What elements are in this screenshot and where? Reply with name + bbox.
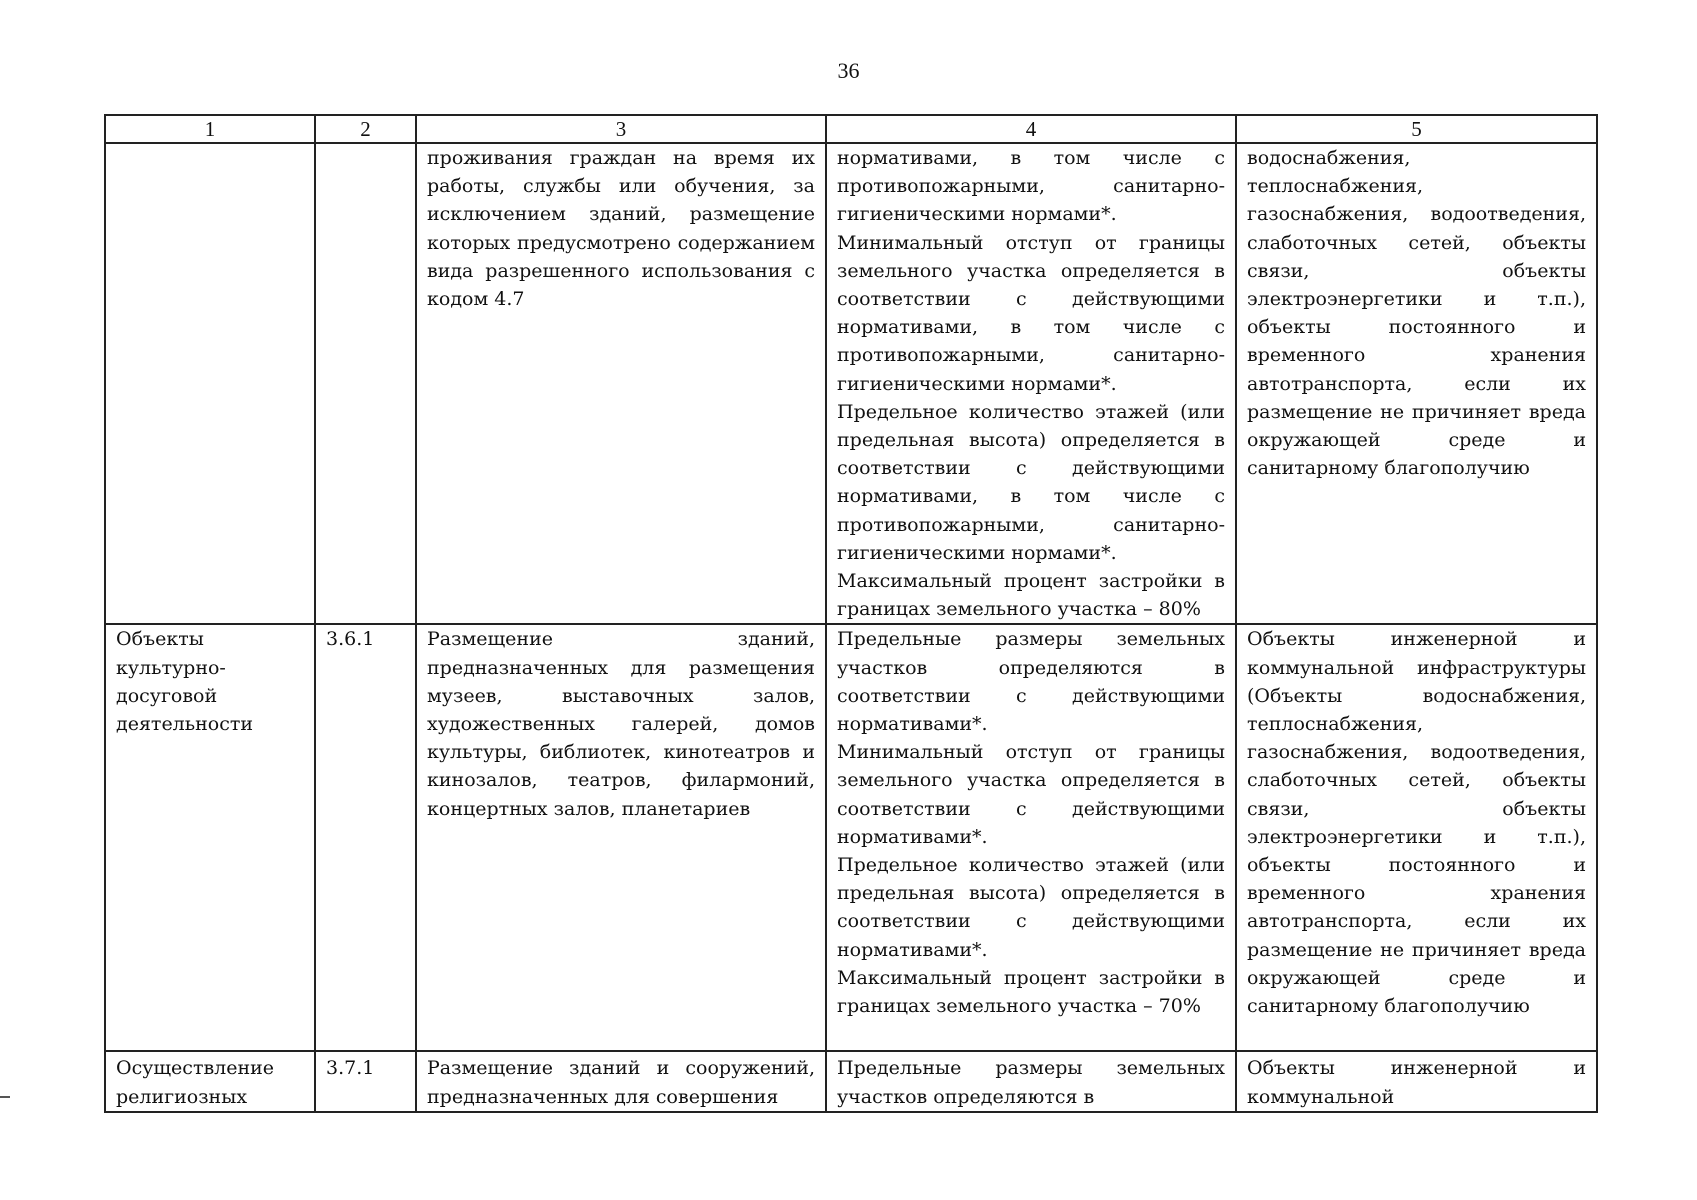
- use-description-cell: Размещение зданий, предназначенных для размещения музеев, выставочных залов, художественных галерей, домов культуры, библиотек, кинотеатров и кинозалов, театров, филармоний, концертных залов, планетариев: [416, 624, 826, 1051]
- auxiliary-uses-cell: Объекты инженерной и коммунальной: [1236, 1051, 1597, 1111]
- use-description-cell: Размещение зданий и сооружений, предназначенных для совершения: [416, 1051, 826, 1111]
- parameter-item: Максимальный процент застройки в границах земельного участка – 70%: [837, 966, 1225, 1018]
- parameters-cell: [826, 1051, 1236, 1111]
- column-number-5: 5: [1236, 115, 1597, 143]
- use-code-cell: 3.6.1: [315, 624, 416, 1051]
- parameter-item: Предельное количество этажей (или предельная высота) определяется в соответствии с действующими нормативами, в том числе с противопожарными, санитарно-гигиеническими нормами*.: [837, 400, 1225, 564]
- use-code-cell: 3.7.1: [315, 1051, 416, 1111]
- auxiliary-uses-cell: водоснабжения, теплоснабжения, газоснабжения, водоотведения, слаботочных сетей, объекты связи, объекты электроэнергетики и т.п.), объекты постоянного и временного хранения автотранспорта, если их размещение не причиняет вреда окружающей среде и санитарному благополучию: [1236, 143, 1597, 624]
- use-description-cell: проживания граждан на время их работы, службы или обучения, за исключением зданий, размещение которых предусмотрено содержанием вида разрешенного использования с кодом 4.7: [416, 143, 826, 624]
- use-name-cell: Объекты культурно-досуговой деятельности: [105, 624, 315, 1051]
- regulations-table: [104, 114, 1598, 1113]
- parameters-cell: [826, 143, 1236, 624]
- parameter-item: Минимальный отступ от границы земельного участка определяется в соответствии с действующими нормативами, в том числе с противопожарными, санитарно-гигиеническими нормами*.: [837, 231, 1225, 395]
- use-code-cell: [315, 143, 416, 624]
- column-number-row: [105, 115, 1597, 143]
- parameter-item: Предельное количество этажей (или предельная высота) определяется в соответствии с действующими нормативами*.: [837, 854, 1225, 961]
- column-number-2: 2: [315, 115, 416, 143]
- page-number: 36: [837, 58, 860, 83]
- column-number-3: 3: [416, 115, 826, 143]
- parameter-item: Минимальный отступ от границы земельного участка определяется в соответствии с действующими нормативами*.: [837, 741, 1225, 848]
- table-row: [105, 1051, 1597, 1111]
- scan-edge-mark: [0, 1096, 10, 1098]
- parameter-item: нормативами, в том числе с противопожарными, санитарно-гигиеническими нормами*.: [837, 147, 1225, 226]
- table-row: [105, 624, 1597, 1051]
- parameter-item: Предельные размеры земельных участков определяются в соответствии с действующими нормативами*.: [837, 628, 1225, 736]
- column-number-1: 1: [105, 115, 315, 143]
- use-name-cell: Осуществление религиозных: [105, 1051, 315, 1111]
- table-row: [105, 143, 1597, 624]
- use-name-cell: [105, 143, 315, 624]
- parameters-cell: [826, 624, 1236, 1051]
- column-number-4: 4: [826, 115, 1236, 143]
- parameter-item: Предельные размеры земельных участков определяются в: [837, 1057, 1225, 1108]
- auxiliary-uses-cell: Объекты инженерной и коммунальной инфраструктуры (Объекты водоснабжения, теплоснабжения, газоснабжения, водоотведения, слаботочных сетей, объекты связи, объекты электроэнергетики и т.п.), объекты постоянного и временного хранения автотранспорта, если их размещение не причиняет вреда окружающей среде и санитарному благополучию: [1236, 624, 1597, 1051]
- parameter-item: Максимальный процент застройки в границах земельного участка – 80%: [837, 570, 1225, 621]
